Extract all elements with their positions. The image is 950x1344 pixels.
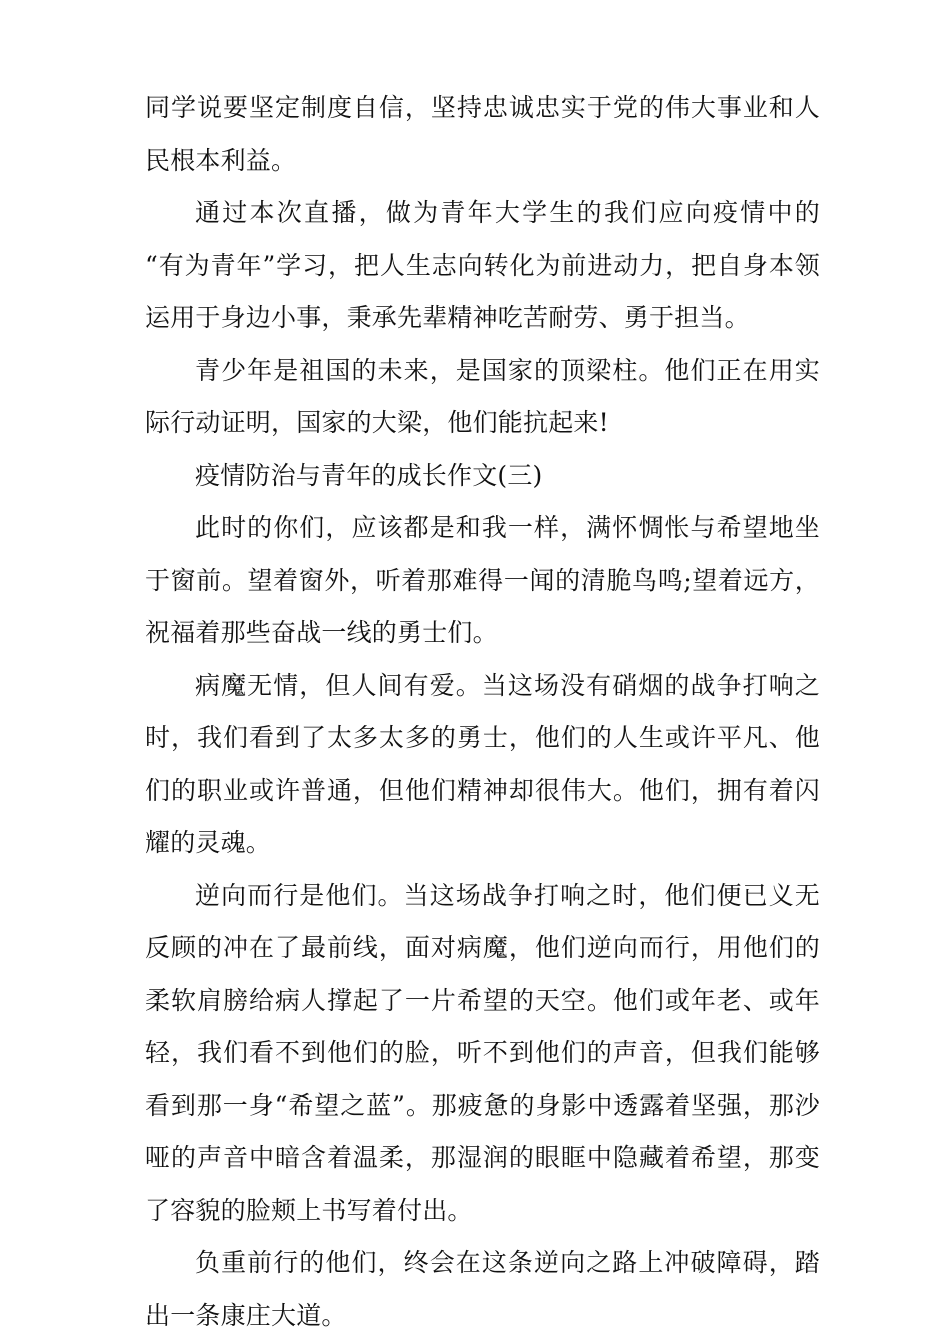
paragraph-youth-future: 青少年是祖国的未来，是国家的顶梁柱。他们正在用实际行动证明，国家的大梁，他们能抗起来! bbox=[145, 355, 820, 437]
paragraph-continuation: 同学说要坚定制度自信，坚持忠诚忠实于党的伟大事业和人民根本利益。 bbox=[145, 93, 820, 175]
section-heading: 疫情防治与青年的成长作文(三) bbox=[195, 460, 543, 490]
document-page bbox=[145, 82, 820, 1342]
paragraph-against-the-flow: 逆向而行是他们。当这场战争打响之时，他们便已义无反顾的冲在了最前线，面对病魔，他们逆向而行，用他们的柔软肩膀给病人撑起了一片希望的天空。他们或年老、或年轻，我们看不到他们的脸，听不到他们的声音，但我们能够看到那一身“希望之蓝”。那疲惫的身影中透露着坚强，那沙哑的声音中暗含着温柔，那湿润的眼眶中隐藏着希望，那变了容貌的脸颊上书写着付出。 bbox=[145, 880, 820, 1225]
paragraph-livestream: 通过本次直播，做为青年大学生的我们应向疫情中的 “有为青年”学习，把人生志向转化为前进动力，把自身本领运用于身边小事，秉承先辈精神吃苦耐劳、勇于担当。 bbox=[145, 198, 820, 332]
paragraph-by-window: 此时的你们，应该都是和我一样，满怀惆怅与希望地坐于窗前。望着窗外，听着那难得一闻的清脆鸟鸣;望着远方，祝福着那些奋战一线的勇士们。 bbox=[145, 513, 820, 647]
paragraph-road-ahead: 负重前行的他们，终会在这条逆向之路上冲破障碍，踏出一条康庄大道。 bbox=[145, 1248, 820, 1330]
paragraph-love-in-world: 病魔无情，但人间有爱。当这场没有硝烟的战争打响之时，我们看到了太多太多的勇士，他们的人生或许平凡、他们的职业或许普通，但他们精神却很伟大。他们，拥有着闪耀的灵魂。 bbox=[145, 670, 820, 857]
